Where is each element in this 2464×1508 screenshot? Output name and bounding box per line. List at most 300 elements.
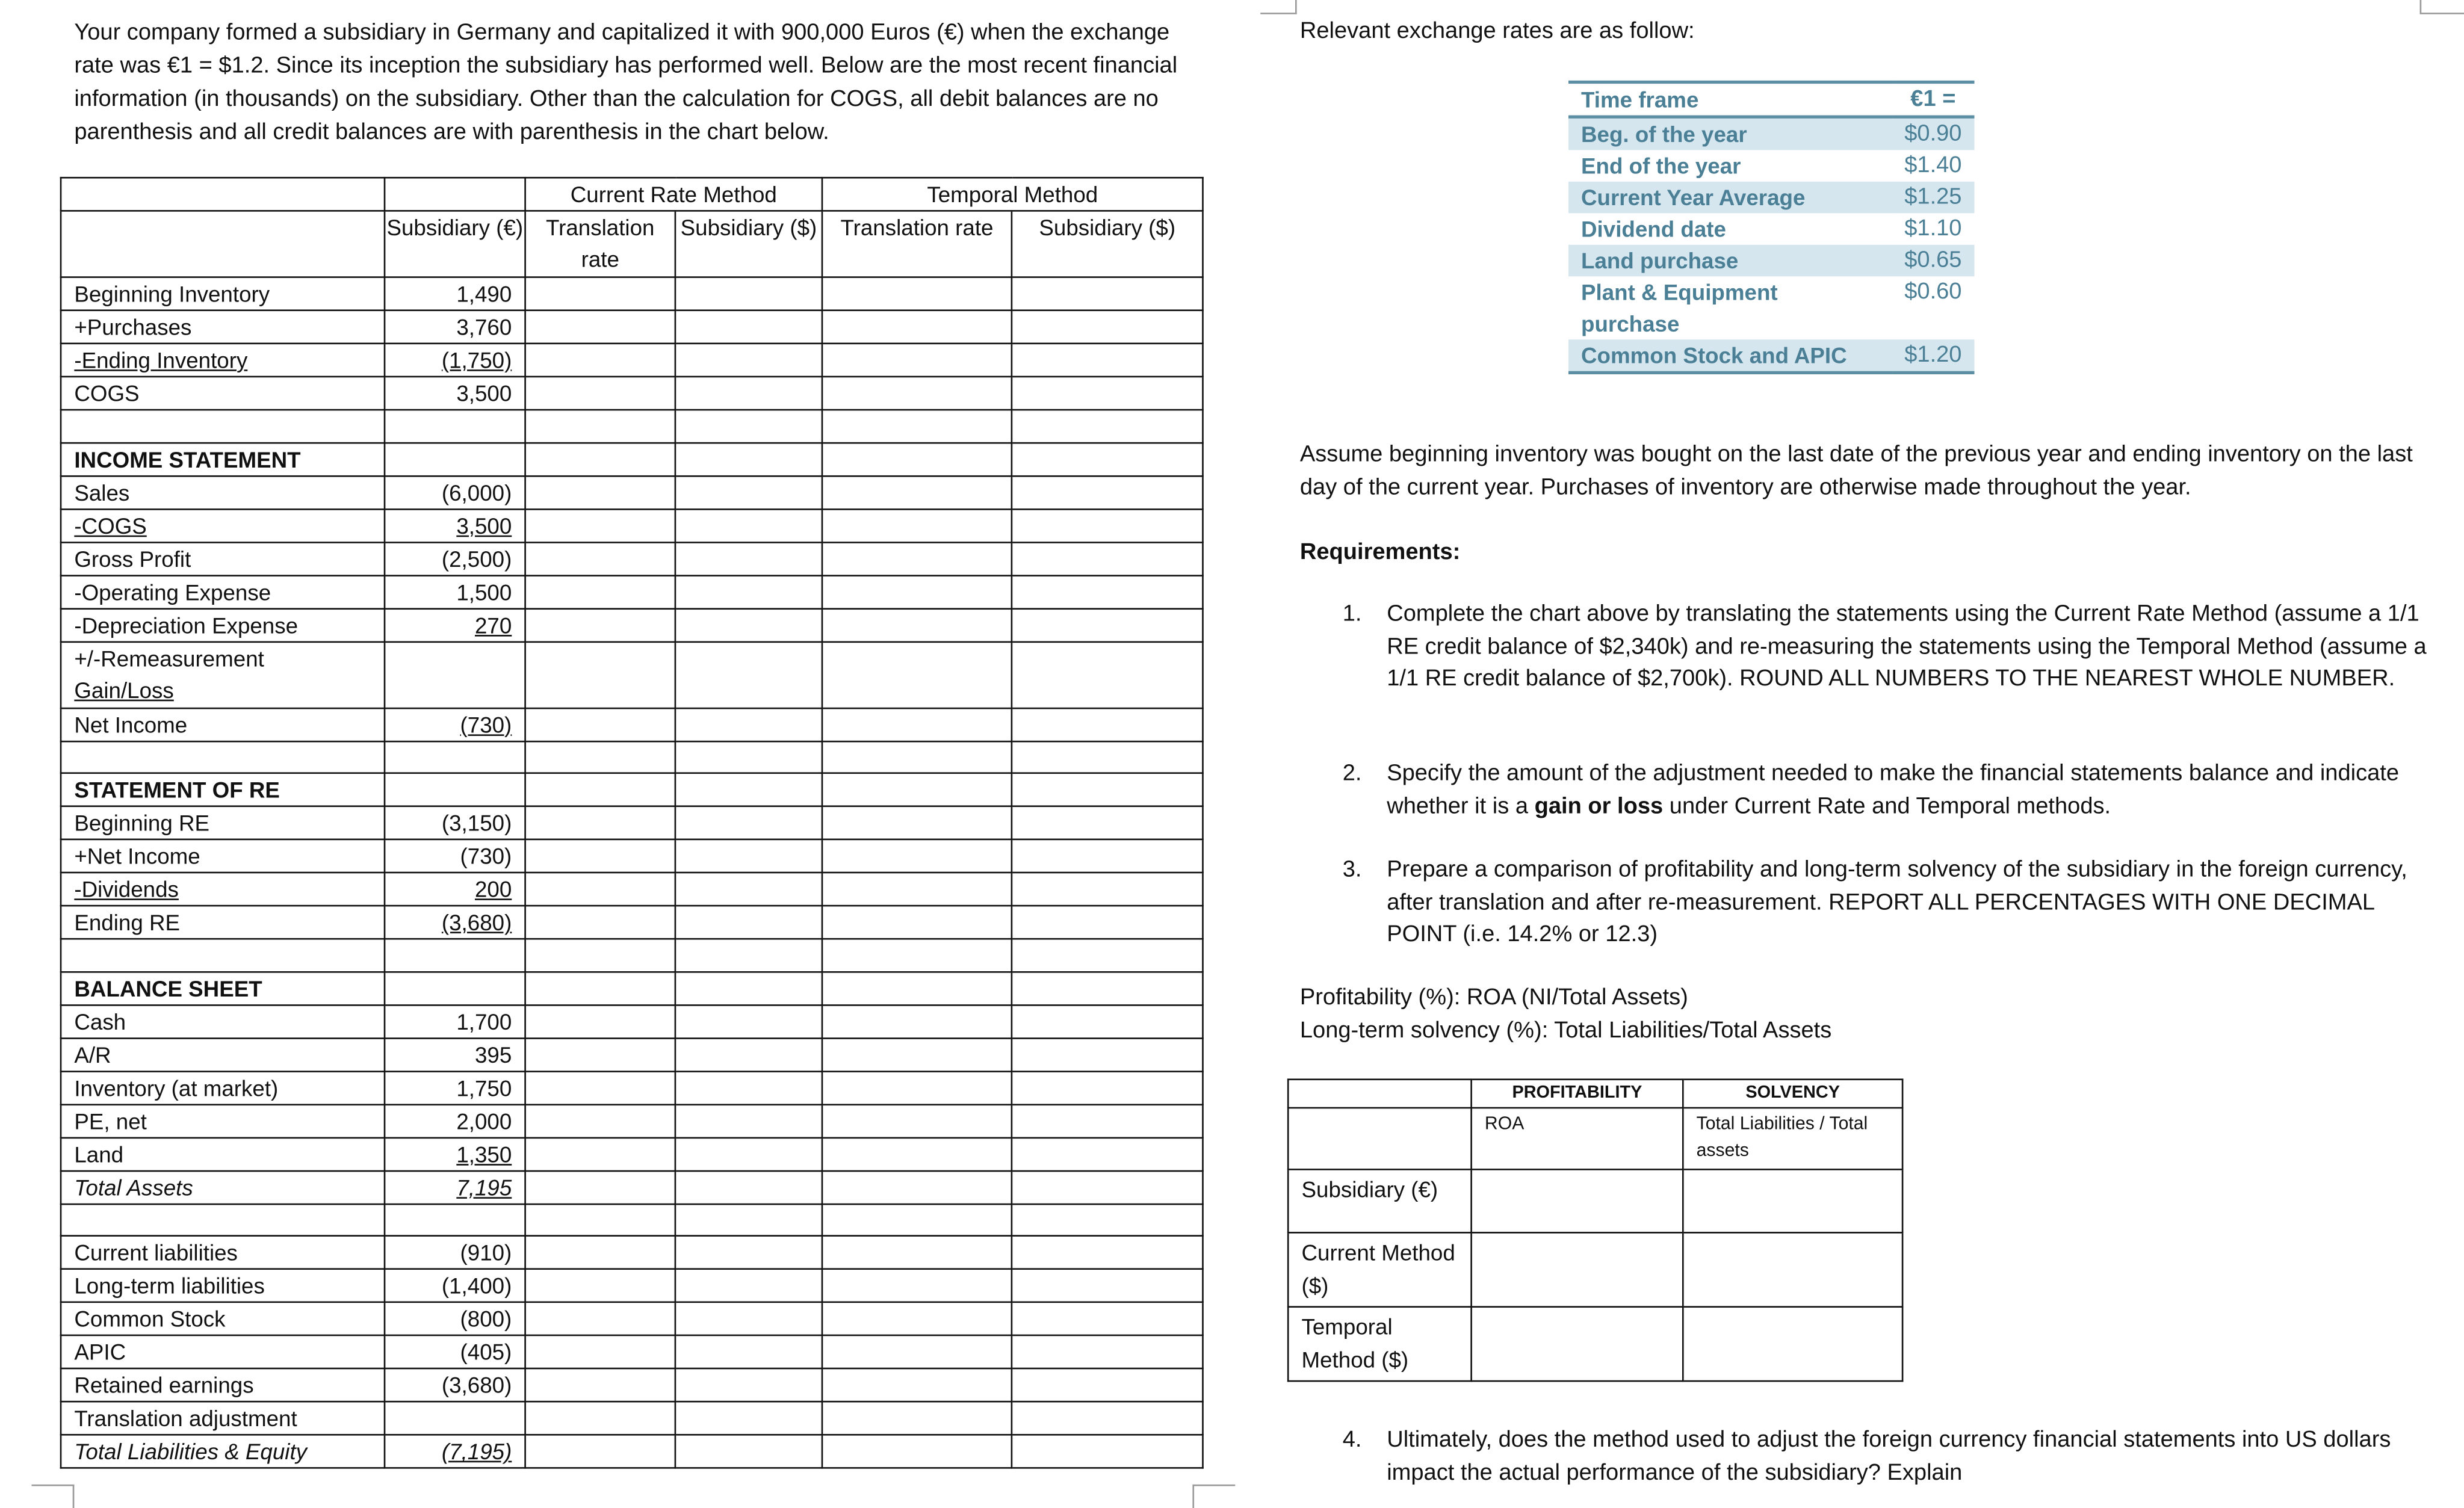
value-text: 2,000 xyxy=(456,1108,512,1134)
input-cell-cr-rate[interactable] xyxy=(525,906,675,939)
input-cell-cr-usd[interactable] xyxy=(675,1137,822,1170)
input-cell-t-rate[interactable] xyxy=(822,708,1012,741)
row-label-text: Beginning RE xyxy=(74,810,210,836)
input-cell-t-rate[interactable] xyxy=(822,377,1012,410)
subsidiary-eur-value xyxy=(385,641,525,708)
subsidiary-eur-value xyxy=(385,475,525,508)
requirement-4 xyxy=(1343,1424,2433,1489)
input-cell-cr-rate[interactable] xyxy=(525,542,675,575)
row-label xyxy=(61,1237,385,1270)
input-cell-t-usd[interactable] xyxy=(1012,1170,1203,1204)
input-cell-cr-usd[interactable] xyxy=(675,1435,822,1468)
input-cell-cr-usd[interactable] xyxy=(675,1237,822,1270)
subsidiary-eur-value xyxy=(385,806,525,839)
input-cell-cr-usd[interactable] xyxy=(675,575,822,608)
value-text: 1,350 xyxy=(456,1141,512,1167)
value-text: 200 xyxy=(475,877,512,903)
input-cell-t-usd[interactable] xyxy=(1012,1402,1203,1435)
section-header-row xyxy=(61,773,1203,806)
input-cell-cr-rate[interactable] xyxy=(525,839,675,873)
input-cell-t-rate[interactable] xyxy=(822,839,1012,873)
input-cell-cr-rate[interactable] xyxy=(525,410,675,442)
input-cell-cr-usd[interactable] xyxy=(675,377,822,410)
input-cell-cr-rate[interactable] xyxy=(525,1204,675,1237)
input-cell-cr-rate[interactable] xyxy=(525,1369,675,1402)
row-label xyxy=(61,1038,385,1071)
row-label-text: STATEMENT OF RE xyxy=(74,777,280,803)
input-cell-t-usd[interactable] xyxy=(1012,972,1203,1005)
input-cell-t-rate[interactable] xyxy=(822,1005,1012,1038)
cmp-input-cell[interactable] xyxy=(1683,1232,1902,1306)
row-label-text: A/R xyxy=(74,1042,111,1068)
cmp-blank xyxy=(1288,1108,1471,1169)
subsidiary-eur-value xyxy=(385,508,525,542)
row-label-text: PE, net xyxy=(74,1108,147,1134)
input-cell-cr-usd[interactable] xyxy=(675,542,822,575)
input-cell-t-usd[interactable] xyxy=(1012,1038,1203,1071)
input-cell-cr-usd[interactable] xyxy=(675,608,822,641)
row-label xyxy=(61,1336,385,1369)
input-cell-cr-rate[interactable] xyxy=(525,641,675,708)
input-cell-t-rate[interactable] xyxy=(822,1435,1012,1468)
value-text: (730) xyxy=(460,843,512,869)
row-label-text: Net Income xyxy=(74,711,188,737)
rate-timeframe: Dividend date xyxy=(1581,216,1726,242)
input-cell-cr-usd[interactable] xyxy=(675,1303,822,1336)
row-label xyxy=(61,575,385,608)
table-row xyxy=(61,1170,1203,1204)
value-text: (730) xyxy=(460,711,512,737)
value-text: (910) xyxy=(460,1240,512,1266)
page-corner-mark xyxy=(1260,0,1296,14)
requirement-2 xyxy=(1343,758,2433,823)
input-cell-cr-usd[interactable] xyxy=(675,1038,822,1071)
row-label xyxy=(61,773,385,806)
input-cell-cr-rate[interactable] xyxy=(525,344,675,377)
input-cell-t-usd[interactable] xyxy=(1012,1303,1203,1336)
value-text: (800) xyxy=(460,1306,512,1332)
row-label-text: Beginning Inventory xyxy=(74,281,270,307)
table-row xyxy=(61,1237,1203,1270)
input-cell-cr-rate[interactable] xyxy=(525,475,675,508)
table-row xyxy=(61,542,1203,575)
row-label xyxy=(61,1005,385,1038)
input-cell-t-rate[interactable] xyxy=(822,906,1012,939)
input-cell-t-usd[interactable] xyxy=(1012,1336,1203,1369)
input-cell-t-rate[interactable] xyxy=(822,1038,1012,1071)
input-cell-cr-rate[interactable] xyxy=(525,608,675,641)
input-cell-t-usd[interactable] xyxy=(1012,608,1203,641)
row-label xyxy=(61,377,385,410)
input-cell-cr-rate[interactable] xyxy=(525,1270,675,1303)
subsidiary-eur-value xyxy=(385,1303,525,1336)
row-label xyxy=(61,839,385,873)
input-cell-cr-rate[interactable] xyxy=(525,1336,675,1369)
table-row xyxy=(61,906,1203,939)
input-cell-t-usd[interactable] xyxy=(1012,344,1203,377)
input-cell-t-rate[interactable] xyxy=(822,508,1012,542)
table-row xyxy=(61,1336,1203,1369)
input-cell-t-rate[interactable] xyxy=(822,475,1012,508)
rate-value: $0.90 xyxy=(1892,117,1974,150)
input-cell-t-usd[interactable] xyxy=(1012,741,1203,773)
input-cell-t-usd[interactable] xyxy=(1012,773,1203,806)
header-blank xyxy=(61,178,385,211)
row-label-text: -COGS xyxy=(74,512,147,538)
value-text: 1,700 xyxy=(456,1009,512,1034)
rate-row xyxy=(1568,150,1974,181)
input-cell-cr-usd[interactable] xyxy=(675,1402,822,1435)
input-cell-t-rate[interactable] xyxy=(822,1369,1012,1402)
input-cell-t-rate[interactable] xyxy=(822,1237,1012,1270)
input-cell-cr-rate[interactable] xyxy=(525,939,675,972)
input-cell-cr-rate[interactable] xyxy=(525,277,675,311)
input-cell-cr-usd[interactable] xyxy=(675,475,822,508)
value-text: 7,195 xyxy=(456,1174,512,1200)
row-label xyxy=(61,475,385,508)
cmp-input-cell[interactable] xyxy=(1472,1232,1683,1306)
table-row xyxy=(61,873,1203,906)
table-row xyxy=(61,708,1203,741)
input-cell-t-rate[interactable] xyxy=(822,972,1012,1005)
table-row xyxy=(61,608,1203,641)
value-text: 3,760 xyxy=(456,314,512,340)
row-label xyxy=(61,277,385,311)
input-cell-cr-rate[interactable] xyxy=(525,1435,675,1468)
input-cell-cr-rate[interactable] xyxy=(525,1104,675,1137)
rate-value: $1.20 xyxy=(1892,339,1974,372)
input-cell-cr-rate[interactable] xyxy=(525,442,675,475)
table-row xyxy=(61,475,1203,508)
input-cell-cr-rate[interactable] xyxy=(525,806,675,839)
input-cell-cr-usd[interactable] xyxy=(675,344,822,377)
row-label-text: -Operating Expense xyxy=(74,579,271,605)
input-cell-cr-usd[interactable] xyxy=(675,410,822,442)
input-cell-cr-usd[interactable] xyxy=(675,1369,822,1402)
rate-value: $0.60 xyxy=(1904,279,1962,305)
rate-timeframe: Beg. of the year xyxy=(1568,117,1892,150)
input-cell-t-usd[interactable] xyxy=(1012,277,1203,311)
input-cell-cr-rate[interactable] xyxy=(525,377,675,410)
input-cell-t-rate[interactable] xyxy=(822,1170,1012,1204)
input-cell-t-usd[interactable] xyxy=(1012,1237,1203,1270)
row-label xyxy=(61,972,385,1005)
input-cell-cr-usd[interactable] xyxy=(675,873,822,906)
cmp-input-cell[interactable] xyxy=(1683,1307,1902,1381)
table-row xyxy=(61,1435,1203,1468)
input-cell-t-rate[interactable] xyxy=(822,575,1012,608)
req-text: Specify the amount of the adjustment needed to make the financial statements balance and indicate whether it is a xyxy=(1387,761,2400,819)
table-row xyxy=(61,344,1203,377)
input-cell-cr-usd[interactable] xyxy=(675,1104,822,1137)
row-label-text: Cash xyxy=(74,1009,126,1034)
input-cell-t-usd[interactable] xyxy=(1012,475,1203,508)
row-label xyxy=(61,1369,385,1402)
row-label xyxy=(61,1303,385,1336)
row-label xyxy=(61,806,385,839)
input-cell-cr-usd[interactable] xyxy=(675,277,822,311)
input-cell-t-usd[interactable] xyxy=(1012,906,1203,939)
value-text: (3,150) xyxy=(441,810,512,836)
solvency-definition: Long-term solvency (%): Total Liabilities/Total Assets xyxy=(1299,1018,1832,1044)
subsidiary-eur-value xyxy=(385,1435,525,1468)
cmp-row-label: Subsidiary (€) xyxy=(1288,1169,1471,1232)
input-cell-t-rate[interactable] xyxy=(822,741,1012,773)
table-row xyxy=(61,1402,1203,1435)
input-cell-t-usd[interactable] xyxy=(1012,1137,1203,1170)
subsidiary-eur-value xyxy=(385,1104,525,1137)
table-row xyxy=(61,741,1203,773)
input-cell-t-usd[interactable] xyxy=(1012,839,1203,873)
rate-value: $0.65 xyxy=(1892,245,1974,276)
input-cell-t-rate[interactable] xyxy=(822,641,1012,708)
input-cell-t-usd[interactable] xyxy=(1012,508,1203,542)
input-cell-cr-usd[interactable] xyxy=(675,773,822,806)
rate-row xyxy=(1568,339,1974,372)
input-cell-cr-rate[interactable] xyxy=(525,741,675,773)
row-label-text: Total Liabilities & Equity xyxy=(74,1439,308,1465)
input-cell-t-usd[interactable] xyxy=(1012,1071,1203,1104)
input-cell-t-rate[interactable] xyxy=(822,1336,1012,1369)
row-label xyxy=(61,608,385,641)
input-cell-cr-usd[interactable] xyxy=(675,508,822,542)
input-cell-cr-usd[interactable] xyxy=(675,1005,822,1038)
rate-timeframe: Land purchase xyxy=(1568,245,1892,276)
roa-label: ROA xyxy=(1472,1108,1683,1169)
input-cell-t-usd[interactable] xyxy=(1012,410,1203,442)
input-cell-cr-rate[interactable] xyxy=(525,1038,675,1071)
table-row xyxy=(61,641,1203,708)
input-cell-t-usd[interactable] xyxy=(1012,377,1203,410)
rate-value: $1.25 xyxy=(1892,182,1974,213)
input-cell-t-usd[interactable] xyxy=(1012,542,1203,575)
req-text: under Current Rate and Temporal methods. xyxy=(1663,793,2111,819)
input-cell-t-rate[interactable] xyxy=(822,344,1012,377)
exchange-rates-table xyxy=(1568,81,1974,374)
table-row xyxy=(61,1270,1203,1303)
col-t-subsidiary-usd: Subsidiary ($) xyxy=(1012,211,1203,277)
input-cell-t-usd[interactable] xyxy=(1012,708,1203,741)
input-cell-t-usd[interactable] xyxy=(1012,1270,1203,1303)
table-row xyxy=(61,1005,1203,1038)
input-cell-t-usd[interactable] xyxy=(1012,641,1203,708)
input-cell-t-usd[interactable] xyxy=(1012,1204,1203,1237)
subsidiary-eur-value xyxy=(385,1005,525,1038)
input-cell-cr-rate[interactable] xyxy=(525,1402,675,1435)
rate-row xyxy=(1568,117,1974,150)
value-text: (3,680) xyxy=(441,1373,512,1398)
value-text: 3,500 xyxy=(456,380,512,406)
input-cell-t-rate[interactable] xyxy=(822,608,1012,641)
input-cell-cr-rate[interactable] xyxy=(525,1170,675,1204)
input-cell-cr-usd[interactable] xyxy=(675,641,822,708)
table-row xyxy=(61,839,1203,873)
page-corner-mark xyxy=(31,1485,74,1508)
input-cell-t-rate[interactable] xyxy=(822,277,1012,311)
input-cell-t-rate[interactable] xyxy=(822,1137,1012,1170)
row-label-text: Gross Profit xyxy=(74,545,191,571)
input-cell-t-rate[interactable] xyxy=(822,873,1012,906)
input-cell-t-rate[interactable] xyxy=(822,1104,1012,1137)
input-cell-t-rate[interactable] xyxy=(822,311,1012,344)
input-cell-cr-rate[interactable] xyxy=(525,575,675,608)
value-text: (7,195) xyxy=(441,1439,512,1465)
header-blank xyxy=(61,211,385,277)
requirement-1 xyxy=(1343,599,2433,696)
row-label-text: Common Stock xyxy=(74,1306,226,1332)
subsidiary-eur-value xyxy=(385,1369,525,1402)
row-label-text: -Dividends xyxy=(74,877,179,903)
input-cell-t-rate[interactable] xyxy=(822,1204,1012,1237)
input-cell-cr-usd[interactable] xyxy=(675,741,822,773)
input-cell-cr-rate[interactable] xyxy=(525,1303,675,1336)
input-cell-t-usd[interactable] xyxy=(1012,1435,1203,1468)
table-row xyxy=(61,1071,1203,1104)
page-corner-mark xyxy=(1192,1485,1235,1508)
subsidiary-eur-value xyxy=(385,377,525,410)
input-cell-cr-usd[interactable] xyxy=(675,1170,822,1204)
input-cell-t-usd[interactable] xyxy=(1012,311,1203,344)
req-text: Complete the chart above by translating the statements using the Current Rate Method (assume a 1/1 RE credit balance of $2,340k) and re-measuring the statements using the Temporal Method (assume a 1/1 RE credit balance of $2,700k). ROUND ALL NUMBERS TO THE NEAREST WHOLE NUMBER. xyxy=(1387,601,2427,692)
subsidiary-eur-value xyxy=(385,311,525,344)
liabilities-assets-label: Total Liabilities / Total assets xyxy=(1683,1108,1902,1169)
input-cell-cr-usd[interactable] xyxy=(675,1336,822,1369)
table-row xyxy=(61,1137,1203,1170)
rate-timeframe: Current Year Average xyxy=(1568,182,1892,213)
rate-timeframe: Plant & Equipment purchase xyxy=(1581,279,1778,336)
input-cell-t-usd[interactable] xyxy=(1012,939,1203,972)
input-cell-t-rate[interactable] xyxy=(822,1402,1012,1435)
row-label-text: BALANCE SHEET xyxy=(74,975,262,1001)
input-cell-cr-rate[interactable] xyxy=(525,972,675,1005)
row-label xyxy=(61,542,385,575)
input-cell-t-usd[interactable] xyxy=(1012,442,1203,475)
input-cell-t-rate[interactable] xyxy=(822,1303,1012,1336)
input-cell-t-rate[interactable] xyxy=(822,542,1012,575)
rate-row xyxy=(1568,182,1974,213)
cmp-input-cell[interactable] xyxy=(1472,1307,1683,1381)
rate-value: $1.40 xyxy=(1904,153,1962,179)
subsidiary-eur-value xyxy=(385,873,525,906)
req-emphasis: gain or loss xyxy=(1534,793,1664,819)
subsidiary-eur-value xyxy=(385,1038,525,1071)
col-t-translation-rate: Translation rate xyxy=(822,211,1012,277)
row-label-text: Long-term liabilities xyxy=(74,1273,265,1299)
subsidiary-eur-value xyxy=(385,708,525,741)
row-label xyxy=(61,906,385,939)
input-cell-cr-usd[interactable] xyxy=(675,972,822,1005)
row-label xyxy=(61,1204,385,1237)
assumption-text: Assume beginning inventory was bought on the last date of the previous year and ending inventory on the last day of the current year. Purchases of inventory are otherwise made throughout the year. xyxy=(1299,442,2413,501)
cmp-input-cell[interactable] xyxy=(1472,1169,1683,1232)
subsidiary-eur-value xyxy=(385,741,525,773)
input-cell-t-usd[interactable] xyxy=(1012,1005,1203,1038)
row-label-text: Current liabilities xyxy=(74,1240,238,1266)
cmp-input-cell[interactable] xyxy=(1683,1169,1902,1232)
value-text: 395 xyxy=(475,1042,512,1068)
rate-row xyxy=(1568,276,1974,339)
input-cell-cr-usd[interactable] xyxy=(675,939,822,972)
input-cell-cr-rate[interactable] xyxy=(525,773,675,806)
input-cell-t-rate[interactable] xyxy=(822,939,1012,972)
table-row xyxy=(61,1204,1203,1237)
row-label-text: COGS xyxy=(74,380,140,406)
value-text: 1,500 xyxy=(456,579,512,605)
subsidiary-eur-value xyxy=(385,972,525,1005)
col-subsidiary-eur: Subsidiary (€) xyxy=(385,211,525,277)
input-cell-t-rate[interactable] xyxy=(822,442,1012,475)
subsidiary-eur-value xyxy=(385,1336,525,1369)
input-cell-t-usd[interactable] xyxy=(1012,1369,1203,1402)
input-cell-t-rate[interactable] xyxy=(822,806,1012,839)
current-rate-method-header: Current Rate Method xyxy=(525,178,822,211)
subsidiary-eur-value xyxy=(385,906,525,939)
req-number: 3. xyxy=(1342,858,1362,883)
input-cell-cr-rate[interactable] xyxy=(525,1005,675,1038)
row-label-text: APIC xyxy=(74,1340,126,1365)
input-cell-cr-rate[interactable] xyxy=(525,1237,675,1270)
row-label xyxy=(61,641,385,708)
input-cell-t-usd[interactable] xyxy=(1012,806,1203,839)
rates-intro: Relevant exchange rates are as follow: xyxy=(1299,19,1695,45)
rates-header-rate: €1 = xyxy=(1892,82,1974,117)
input-cell-cr-rate[interactable] xyxy=(525,873,675,906)
value-text: (1,400) xyxy=(441,1273,512,1299)
input-cell-t-usd[interactable] xyxy=(1012,1104,1203,1137)
row-label xyxy=(61,442,385,475)
subsidiary-eur-value xyxy=(385,773,525,806)
input-cell-cr-rate[interactable] xyxy=(525,311,675,344)
input-cell-cr-rate[interactable] xyxy=(525,508,675,542)
req-number: 1. xyxy=(1342,601,1362,627)
profitability-definition: Profitability (%): ROA (NI/Total Assets) xyxy=(1299,985,1688,1011)
value-text: (6,000) xyxy=(441,479,512,505)
row-label-text: Retained earnings xyxy=(74,1373,254,1398)
input-cell-cr-usd[interactable] xyxy=(675,839,822,873)
input-cell-t-rate[interactable] xyxy=(822,410,1012,442)
value-text: 1,490 xyxy=(456,281,512,307)
input-cell-cr-usd[interactable] xyxy=(675,806,822,839)
temporal-method-header: Temporal Method xyxy=(822,178,1203,211)
rate-value: $1.10 xyxy=(1904,216,1962,242)
input-cell-cr-usd[interactable] xyxy=(675,708,822,741)
row-label-line: +/-Remeasurement xyxy=(74,645,264,671)
req-text: Ultimately, does the method used to adjust the foreign currency financial statements into US dollars impact the actual performance of the subsidiary? Explain xyxy=(1387,1427,2391,1486)
input-cell-cr-usd[interactable] xyxy=(675,1270,822,1303)
input-cell-cr-rate[interactable] xyxy=(525,1137,675,1170)
input-cell-t-usd[interactable] xyxy=(1012,575,1203,608)
input-cell-cr-usd[interactable] xyxy=(675,1071,822,1104)
row-label xyxy=(61,410,385,442)
section-header-row xyxy=(61,442,1203,475)
input-cell-t-usd[interactable] xyxy=(1012,873,1203,906)
input-cell-cr-rate[interactable] xyxy=(525,1071,675,1104)
input-cell-cr-usd[interactable] xyxy=(675,442,822,475)
input-cell-cr-usd[interactable] xyxy=(675,1204,822,1237)
subsidiary-eur-value xyxy=(385,344,525,377)
input-cell-t-rate[interactable] xyxy=(822,773,1012,806)
input-cell-cr-usd[interactable] xyxy=(675,906,822,939)
rate-row xyxy=(1568,245,1974,276)
input-cell-t-rate[interactable] xyxy=(822,1071,1012,1104)
table-row xyxy=(61,377,1203,410)
input-cell-cr-rate[interactable] xyxy=(525,708,675,741)
input-cell-cr-usd[interactable] xyxy=(675,311,822,344)
subsidiary-eur-value xyxy=(385,1071,525,1104)
input-cell-t-rate[interactable] xyxy=(822,1270,1012,1303)
cmp-blank xyxy=(1288,1080,1471,1108)
row-label xyxy=(61,311,385,344)
